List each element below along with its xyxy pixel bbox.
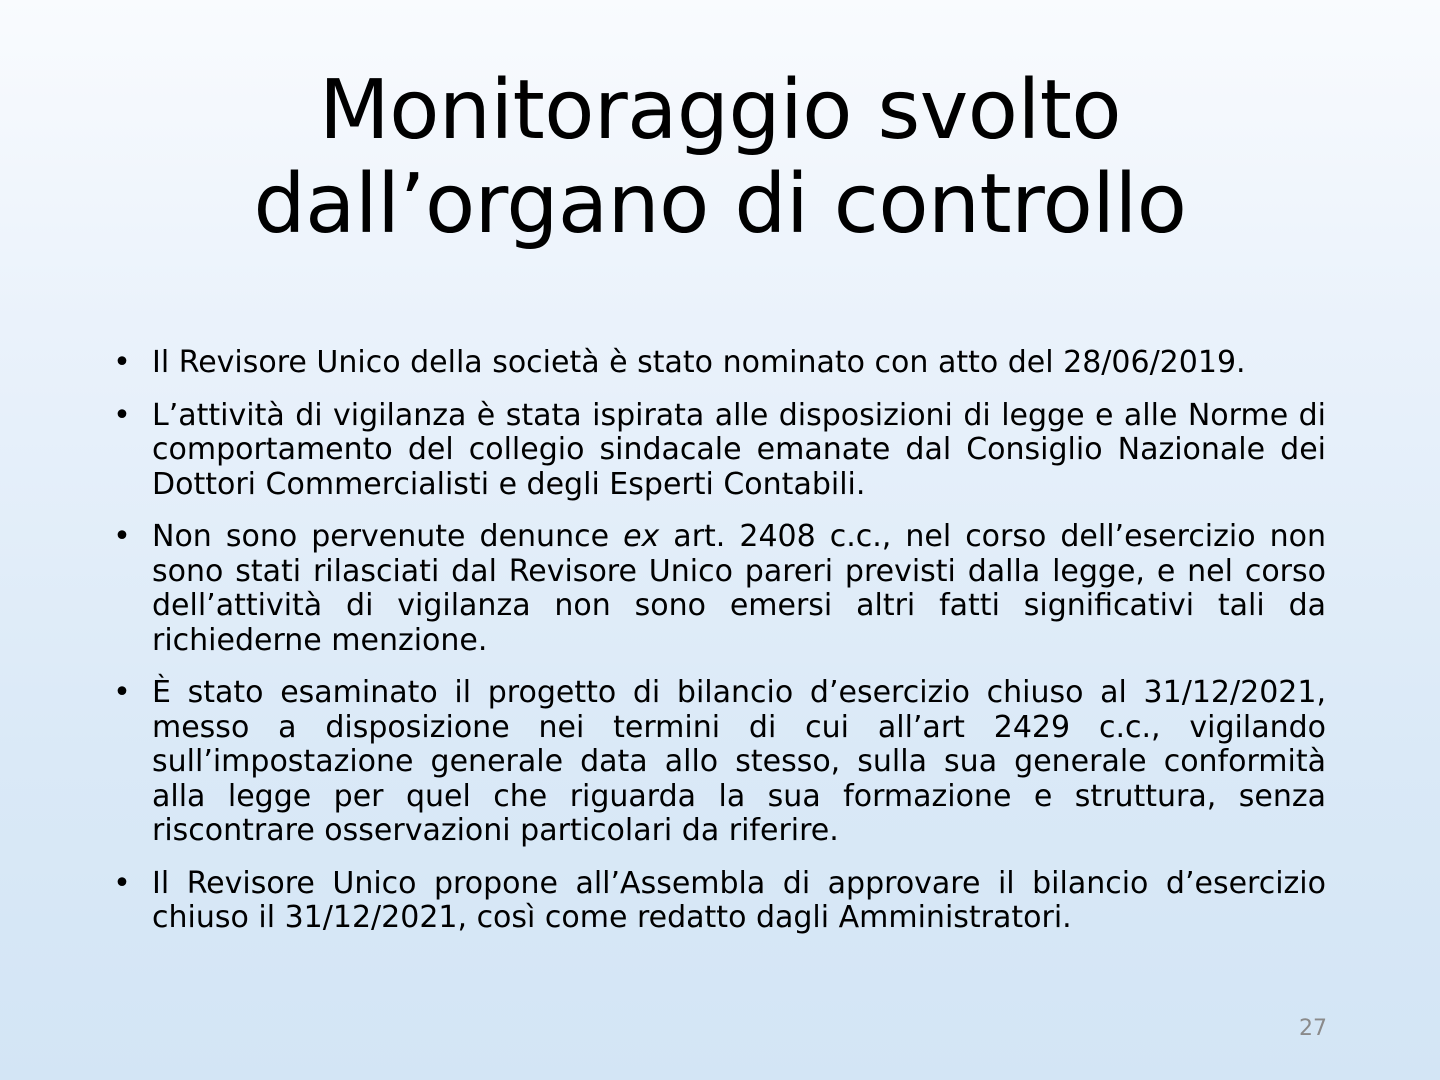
bullet-dot-icon: • bbox=[113, 345, 131, 380]
bullet-item-nomina bbox=[112, 346, 1326, 381]
slide-title-line-2: dall’organo di controllo bbox=[253, 157, 1187, 252]
bullet-text-end: art. 2408 c.c., nel corso dell’esercizio non sono stati rilasciati dal Revisore Unico pareri previsti dalla legge, e nel corso dell’attività di vigilanza non sono emersi altri fatti significativi tali da richiederne menzione. bbox=[152, 519, 1326, 658]
bullet-list bbox=[112, 346, 1326, 954]
bullet-text-start: Non sono pervenute denunce bbox=[152, 519, 624, 554]
bullet-item-proposta bbox=[112, 867, 1326, 936]
bullet-dot-icon: • bbox=[113, 519, 131, 554]
bullet-dot-icon: • bbox=[113, 675, 131, 710]
slide-title bbox=[120, 64, 1320, 252]
bullet-text: Il Revisore Unico della società è stato nominato con atto del 28/06/2019. bbox=[152, 345, 1246, 380]
bullet-text: Il Revisore Unico propone all’Assembla di approvare il bilancio d’esercizio chiuso il 31/12/2021, così come redatto dagli Amministratori. bbox=[152, 865, 1326, 935]
slide-title-line-1: Monitoraggio svolto bbox=[318, 63, 1122, 158]
bullet-item-vigilanza bbox=[112, 399, 1326, 503]
bullet-text: È stato esaminato il progetto di bilancio d’esercizio chiuso al 31/12/2021, messo a disposizione nei termini di cui all’art 2429 c.c., vigilando sull’impostazione generale data allo stesso, sulla sua generale conformità alla legge per quel che riguarda la sua formazione e struttura, senza riscontrare osservazioni particolari da riferire. bbox=[152, 675, 1326, 848]
bullet-item-denunce bbox=[112, 520, 1326, 658]
bullet-dot-icon: • bbox=[113, 397, 131, 433]
bullet-text: L’attività di vigilanza è stata ispirata alle disposizioni di legge e alle Norme di comportamento del collegio sindacale emanate dal Consiglio Nazionale dei Dottori Commercialisti e degli Esperti Contabili. bbox=[152, 397, 1326, 502]
bullet-item-bilancio bbox=[112, 676, 1326, 849]
page-number: 27 bbox=[1299, 1016, 1327, 1041]
bullet-dot-icon: • bbox=[113, 865, 131, 901]
bullet-text-italic: ex bbox=[623, 519, 660, 554]
